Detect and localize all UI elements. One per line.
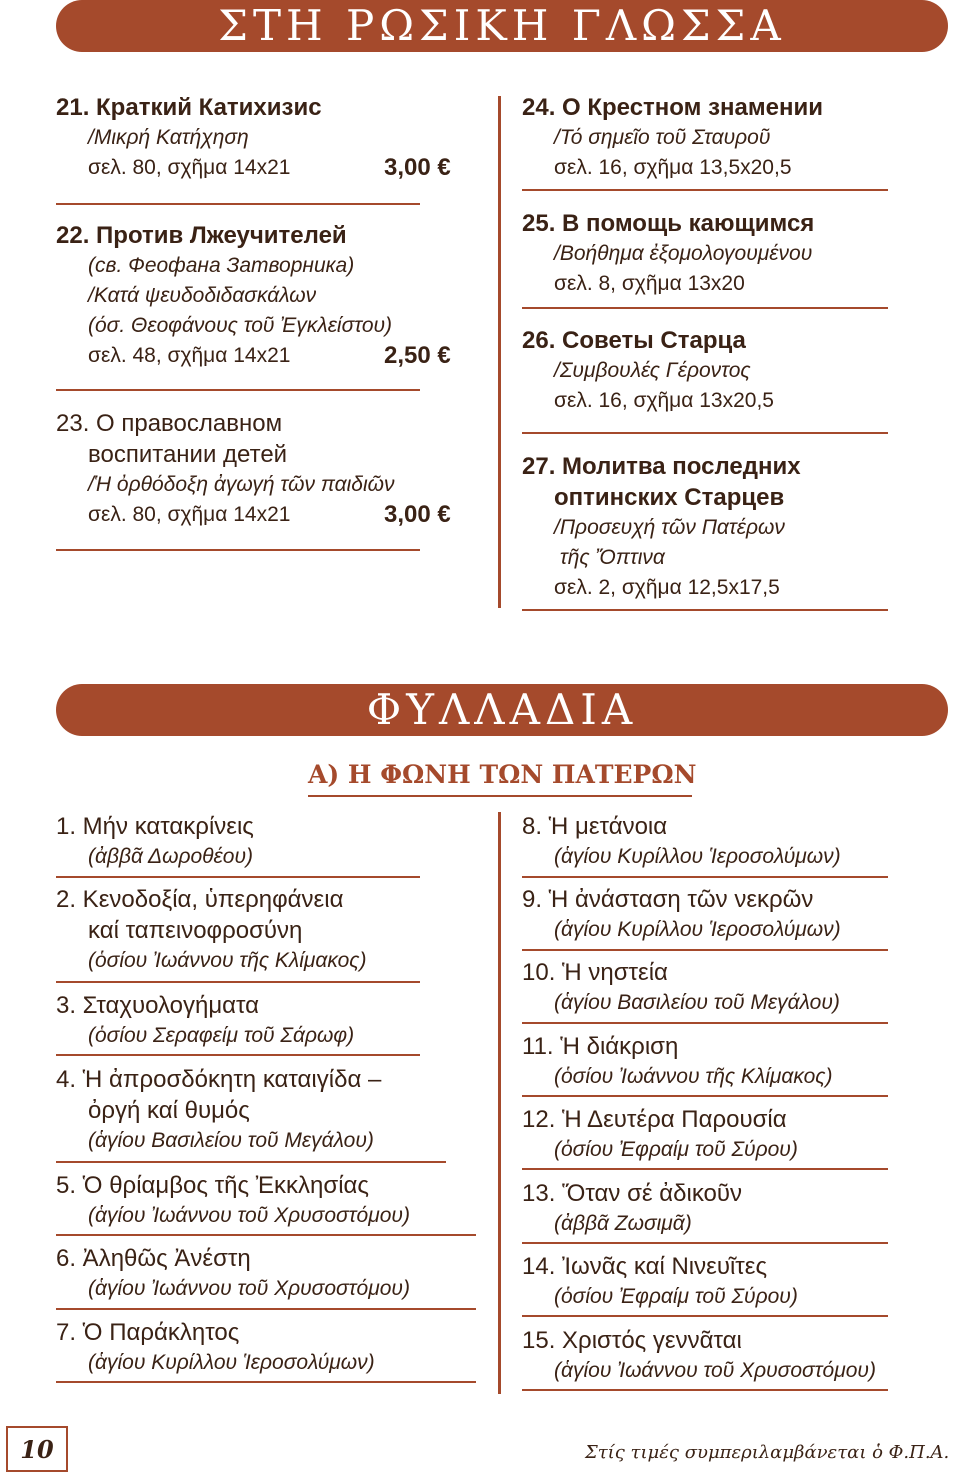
leaflet-title: 1. Μήν κατακρίνεις — [56, 813, 254, 840]
item-subtitle: (св. Феофана Затворника) — [88, 254, 355, 277]
leaflet-title: 5. Ὁ θρίαμβος τῆς Ἐκκλησίας — [56, 1172, 369, 1199]
column-divider-bottom — [498, 812, 501, 1394]
leaflet-item-10 — [522, 957, 840, 1018]
leaflet-item-12 — [522, 1104, 798, 1165]
item-subtitle: τῆς Ὄπτινα — [554, 546, 665, 569]
leaflet-title-line1: 4. Ἡ ἀπροσδόκητη καταιγίδα – — [56, 1066, 382, 1093]
item-meta — [56, 341, 451, 371]
leaflet-item-7 — [56, 1317, 375, 1378]
item-divider — [522, 1389, 888, 1391]
item-divider — [56, 1161, 446, 1163]
item-divider — [522, 1315, 888, 1317]
leaflet-item-9 — [522, 884, 841, 945]
item-divider — [522, 1022, 888, 1024]
item-divider — [522, 1095, 888, 1097]
leaflet-author: (ὁσίου Ἰωάννου τῆς Κλίμακος) — [554, 1065, 833, 1088]
leaflet-title-line1: 2. Κενοδοξία, ὑπερηφάνεια — [56, 886, 344, 913]
leaflet-item-11 — [522, 1031, 833, 1092]
item-divider — [56, 1234, 476, 1236]
item-divider — [522, 949, 888, 951]
list-item-27 — [522, 451, 801, 603]
leaflet-author: (ὁσίου Ἐφραίμ τοῦ Σύρου) — [554, 1285, 798, 1308]
section-heading: Α) Η ΦΩΝΗ ΤΩΝ ΠΑΤΕΡΩΝ — [308, 760, 697, 789]
item-subtitle: /Μικρή Κατήχηση — [88, 126, 249, 149]
item-divider — [56, 981, 420, 983]
leaflet-item-8 — [522, 811, 841, 872]
list-item-25 — [522, 208, 814, 299]
leaflet-title: 8. Ἡ μετάνοια — [522, 813, 668, 840]
item-divider — [522, 1168, 888, 1170]
leaflet-title: 14. Ἰωνᾶς καί Νινευῖτες — [522, 1253, 768, 1280]
item-title-line2: воспитании детей — [88, 441, 288, 468]
list-item-24 — [522, 92, 823, 183]
item-price: 2,50 € — [384, 342, 451, 369]
leaflet-author: (ἁγίου Κυρίλλου Ἱεροσολύμων) — [88, 1351, 375, 1374]
pages-size: σελ. 80, σχῆμα 14x21 — [88, 503, 291, 526]
item-divider — [522, 876, 888, 878]
leaflet-title-line2: καί ταπεινοφροσύνη — [88, 917, 303, 944]
leaflet-item-15 — [522, 1325, 876, 1386]
leaflet-title: 7. Ὁ Παράκλητος — [56, 1319, 240, 1346]
item-subtitle: /Τό σημεῖο τοῦ Σταυροῦ — [554, 126, 771, 149]
leaflet-title: 9. Ἡ ἀνάσταση τῶν νεκρῶν — [522, 886, 814, 913]
leaflet-item-5 — [56, 1170, 410, 1231]
item-title: 24. О Крестном знамении — [522, 94, 823, 121]
leaflet-author: (ὁσίου Σεραφείμ τοῦ Σάρωφ) — [88, 1024, 355, 1047]
item-divider — [56, 876, 420, 878]
item-divider — [522, 189, 888, 191]
item-divider — [56, 549, 420, 551]
item-divider — [522, 432, 888, 434]
item-subtitle: (όσ. Θεοφάνους τοῦ Ἐγκλείστου) — [88, 314, 393, 337]
item-meta — [56, 153, 451, 183]
footer-vat-note: Στίς τιμές συμπεριλαμβάνεται ὁ Φ.Π.Α. — [585, 1442, 950, 1463]
item-divider — [56, 389, 420, 391]
leaflet-title: 10. Ἡ νηστεία — [522, 959, 668, 986]
page-number: 10 — [6, 1426, 68, 1472]
item-meta: σελ. 16, σχῆμα 13,5x20,5 — [554, 156, 792, 179]
top-banner — [56, 0, 948, 52]
leaflet-item-13 — [522, 1178, 742, 1239]
leaflet-author: (ὁσίου Ἐφραίμ τοῦ Σύρου) — [554, 1138, 798, 1161]
leaflet-title: 6. Ἀληθῶς Ἀνέστη — [56, 1245, 251, 1272]
item-subtitle: /Κατά ψευδοδιδασκάλων — [88, 284, 317, 307]
leaflets-banner — [56, 684, 948, 736]
leaflet-item-6 — [56, 1243, 410, 1304]
leaflet-item-1 — [56, 811, 254, 872]
leaflet-title: 11. Ἡ διάκριση — [522, 1033, 679, 1060]
leaflet-author: (ἁγίου Ἰωάννου τοῦ Χρυσοστόμου) — [88, 1204, 410, 1227]
leaflet-author: (ἁγίου Ἰωάννου τοῦ Χρυσοστόμου) — [88, 1277, 410, 1300]
leaflet-author: (ἁγίου Κυρίλλου Ἱεροσολύμων) — [554, 918, 841, 941]
item-divider — [56, 1308, 476, 1310]
leaflet-title: 13. Ὅταν σέ ἀδικοῦν — [522, 1180, 742, 1207]
list-item-23 — [56, 408, 451, 530]
item-meta — [56, 500, 451, 530]
leaflet-item-4 — [56, 1064, 381, 1156]
leaflet-title: 12. Ἡ Δευτέρα Παρουσία — [522, 1106, 787, 1133]
item-title — [56, 408, 394, 439]
leaflet-author: (ἁγίου Βασιλείου τοῦ Μεγάλου) — [88, 1129, 374, 1152]
banner-title-leaflets: ΦΥΛΛΑΔΙΑ — [366, 685, 638, 734]
leaflet-author: (ἁγίου Κυρίλλου Ἱεροσολύμων) — [554, 845, 841, 868]
item-price: 3,00 € — [384, 154, 451, 181]
item-title: 25. В помощь кающимся — [522, 210, 815, 237]
leaflet-title-line2: ὀργή καί θυμός — [88, 1097, 250, 1124]
item-title-line2: оптинских Старцев — [554, 484, 785, 511]
pages-size: σελ. 80, σχῆμα 14x21 — [88, 156, 291, 179]
list-item-26 — [522, 325, 774, 416]
leaflet-author: (ἀββᾶ Δωροθέου) — [88, 845, 253, 868]
leaflet-title: 3. Σταχυολογήματα — [56, 992, 260, 1019]
item-title: 21. Краткий Катихизис — [56, 94, 322, 121]
item-divider — [56, 203, 420, 205]
item-title-line1: 23. О православном — [56, 410, 283, 437]
item-divider — [56, 1381, 476, 1383]
leaflet-author: (ἀββᾶ Ζωσιμᾶ) — [554, 1212, 692, 1235]
pages-size: σελ. 48, σχῆμα 14x21 — [88, 344, 291, 367]
item-subtitle: /Συμβουλές Γέροντος — [554, 359, 751, 382]
item-meta: σελ. 8, σχῆμα 13x20 — [554, 272, 745, 295]
item-subtitle: /Προσευχή τῶν Πατέρων — [554, 516, 785, 539]
list-item-22 — [56, 220, 451, 371]
column-divider-top — [498, 96, 501, 608]
item-price: 3,00 € — [384, 501, 451, 528]
list-item-21 — [56, 92, 451, 183]
leaflet-title: 15. Χριστός γεννᾶται — [522, 1327, 742, 1354]
leaflet-author: (ἁγίου Ἰωάννου τοῦ Χρυσοστόμου) — [554, 1359, 876, 1382]
leaflet-item-2 — [56, 884, 367, 976]
item-title: 26. Советы Старца — [522, 327, 746, 354]
item-subtitle: /Βοήθημα ἐξομολογουμένου — [554, 242, 813, 265]
banner-title-russian: ΣΤΗ ΡΩΣΙΚΗ ΓΛΩΣΣΑ — [218, 1, 786, 50]
item-meta: σελ. 16, σχῆμα 13x20,5 — [554, 389, 774, 412]
section-heading-underline — [308, 795, 692, 797]
item-divider — [522, 609, 888, 611]
item-meta: σελ. 2, σχῆμα 12,5x17,5 — [554, 576, 780, 599]
leaflet-item-14 — [522, 1251, 798, 1312]
item-divider — [522, 1242, 888, 1244]
item-title-line1: 27. Молитва последних — [522, 453, 801, 480]
item-title: 22. Против Лжеучителей — [56, 222, 347, 249]
leaflet-item-3 — [56, 990, 354, 1051]
item-subtitle: /Ἡ ὀρθόδοξη ἀγωγή τῶν παιδιῶν — [88, 473, 395, 496]
item-divider — [56, 1054, 420, 1056]
leaflet-author: (ἁγίου Βασιλείου τοῦ Μεγάλου) — [554, 991, 840, 1014]
item-divider — [522, 307, 888, 309]
leaflet-author: (ὁσίου Ἰωάννου τῆς Κλίμακος) — [88, 949, 367, 972]
